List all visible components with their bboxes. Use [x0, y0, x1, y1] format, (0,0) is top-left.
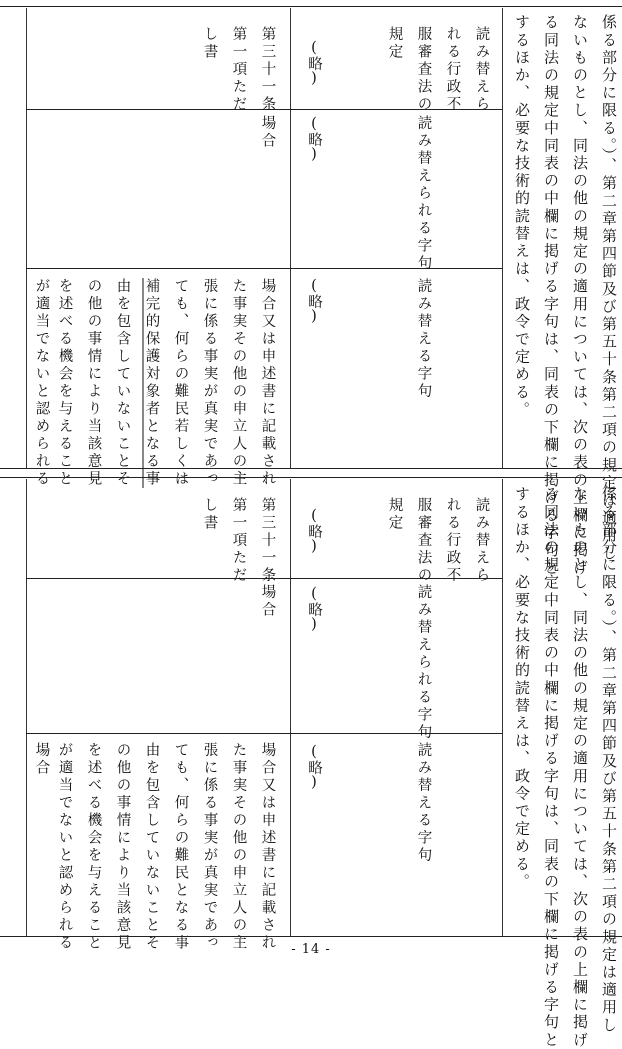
bottom-header-law-provision-line-1: 読み替えら [473, 497, 490, 585]
top-border [0, 6, 622, 7]
top-replaced-phrase: 場合 [259, 115, 276, 150]
bottom-replacement-line-7: を述べる機会を与えること [85, 742, 102, 952]
top-omitted-replaced: (略) [306, 116, 322, 163]
bottom-replacement-line-1: 場合又は申述書に記載され [259, 742, 276, 952]
top-replacement-line-7: の他の事情により当該意見 [85, 278, 102, 488]
top-omitted-provision: (略) [306, 40, 322, 87]
bottom-header-replaced-phrase: 読み替えられる字句 [415, 584, 432, 742]
top-header-law-provision-line-1: 読み替えら [473, 26, 490, 114]
top-paragraph-line-3: る同法の規定中同表の中欄に掲げる字句は、同表の下欄に掲げる字句と [542, 14, 560, 578]
bottom-replacement-line-6: の他の事情により当該意見 [114, 742, 131, 952]
top-replacement-line-4: ても、何らの難民若しくは [172, 278, 189, 488]
top-replacement-line-3: 張に係る事実が真実であっ [201, 278, 218, 488]
top-paragraph-line-4: するほか、必要な技術的読替えは、政令で定める。 [513, 14, 531, 419]
bottom-replacement-line-3: 張に係る事実が真実であっ [201, 742, 218, 952]
bottom-article-line-2: 第一項ただ [230, 497, 247, 585]
top-table-right-border [502, 8, 503, 468]
top-replacement-line-2: た事実その他の申立人の主 [230, 278, 247, 488]
bottom-article-line-3: し書 [201, 497, 218, 532]
top-header-replaced-phrase: 読み替えられる字句 [415, 115, 432, 273]
bottom-paragraph-line-3: る同法の規定中同表の中欄に掲げる字句は、同表の下欄に掲げる字句と [542, 486, 560, 1049]
bottom-omitted-replaced: (略) [306, 586, 322, 633]
top-replacement-line-6: 由を包含していないことそ [114, 278, 131, 488]
bottom-bottom-border [0, 936, 622, 937]
bottom-omitted-provision: (略) [306, 508, 322, 555]
top-header-law-provision-line-4: 規定 [386, 26, 403, 61]
top-paragraph-line-1: 係る部分に限る。）、第二章第四節及び第五十条第二項の規定は適用し [600, 14, 618, 563]
bottom-table-divider-2 [26, 479, 27, 936]
bottom-replacement-line-5: 由を包含していないことそ [143, 742, 160, 952]
top-article-line-1: 第三十一条 [259, 26, 276, 114]
bottom-paragraph-line-2: ないものとし、同法の他の規定の適用については、次の表の上欄に掲げ [571, 486, 589, 1049]
bottom-replaced-phrase: 場合 [259, 584, 276, 619]
bottom-header-law-provision-line-4: 規定 [386, 497, 403, 532]
top-table-divider-1 [290, 8, 291, 468]
bottom-replacement-line-9: 場合 [33, 742, 50, 777]
top-paragraph-line-2: ないものとし、同法の他の規定の適用については、次の表の上欄に掲げ [571, 14, 589, 578]
top-replacement-line-5-amended: 補完的保護対象者となる事 [143, 278, 160, 488]
top-article-line-3: し書 [201, 26, 218, 61]
bottom-header-replacement-phrase: 読み替える字句 [415, 742, 432, 865]
top-header-law-provision-line-2: れる行政不 [444, 26, 461, 114]
page-number: - 14 - [291, 942, 331, 957]
bottom-omitted-replacement: (略) [306, 744, 322, 791]
bottom-replacement-line-4: ても、何らの難民となる事 [172, 742, 189, 952]
top-table-divider-2 [26, 8, 27, 468]
bottom-top-border [0, 477, 622, 478]
bottom-article-line-1: 第三十一条 [259, 497, 276, 585]
bottom-header-law-provision-line-2: れる行政不 [444, 497, 461, 585]
bottom-table-right-border [502, 479, 503, 936]
bottom-replacement-line-8: が適当でないと認められる [56, 742, 73, 952]
bottom-paragraph-line-4: するほか、必要な技術的読替えは、政令で定める。 [513, 486, 531, 891]
bottom-replacement-line-2: た事実その他の申立人の主 [230, 742, 247, 952]
top-header-replacement-phrase: 読み替える字句 [415, 278, 432, 401]
top-replacement-line-8: を述べる機会を与えること [56, 278, 73, 488]
top-omitted-replacement: (略) [306, 278, 322, 325]
top-replacement-line-1: 場合又は申述書に記載され [259, 278, 276, 488]
top-replacement-line-9: が適当でないと認められる [33, 278, 50, 488]
bottom-paragraph-line-1: 係る部分に限る。）、第二章第四節及び第五十条第二項の規定は適用し [600, 486, 618, 1035]
top-article-line-2: 第一項ただ [230, 26, 247, 114]
bottom-table-divider-1 [290, 479, 291, 936]
top-bottom-border [0, 468, 622, 469]
top-header-law-provision-line-3: 服審査法の [415, 26, 432, 114]
bottom-header-law-provision-line-3: 服審査法の [415, 497, 432, 585]
